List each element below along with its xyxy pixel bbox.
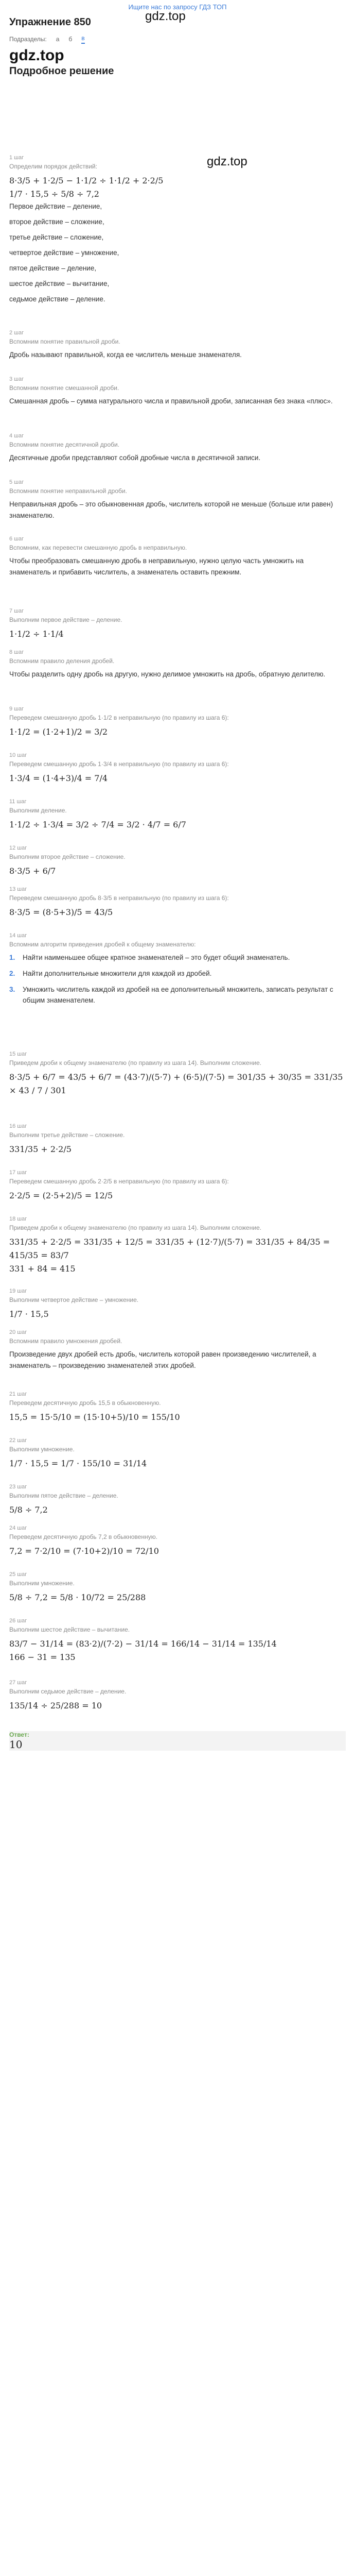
step <box>9 1525 346 1558</box>
step-label: 10 шаг <box>9 752 27 758</box>
subsections-label: Подразделы: <box>9 36 47 43</box>
step <box>9 845 346 878</box>
step <box>9 608 346 641</box>
step <box>9 649 346 684</box>
paragraph: Чтобы преобразовать смешанную дробь в неправильную, нужно целую часть умножить на знаменатель и прибавить числитель, а знаменатель оставить прежним. <box>9 557 304 576</box>
step-caption: Переведем десятичную дробь 7,2 в обыкновенную. <box>9 1533 157 1540</box>
step <box>9 1288 346 1321</box>
step <box>9 1391 346 1424</box>
step-caption: Вспомним правило умножения дробей. <box>9 1337 122 1345</box>
step-label: 15 шаг <box>9 1051 27 1057</box>
step-caption: Переведем смешанную дробь 2·2/5 в неправильную (по правилу из шага 6): <box>9 1178 229 1185</box>
step-caption: Вспомним, как перевести смешанную дробь в неправильную. <box>9 544 187 551</box>
paragraph: третье действие – сложение, <box>9 233 104 241</box>
step-label: 4 шаг <box>9 433 24 439</box>
step-label: 2 шаг <box>9 330 24 336</box>
step-caption: Выполним четвертое действие – умножение. <box>9 1296 139 1303</box>
step <box>9 376 346 411</box>
step-label: 6 шаг <box>9 536 24 542</box>
step <box>9 799 346 832</box>
math-line: 15,5 = 15·5/10 = (15·10+5)/10 = 155/10 <box>9 1412 180 1422</box>
math-line: 1·3/4 = (1·4+3)/4 = 7/4 <box>9 773 108 783</box>
math-line: 1·1/2 ÷ 1·1/4 <box>9 629 64 639</box>
step-caption: Вспомним алгоритм приведения дробей к общему знаменателю: <box>9 941 196 948</box>
step <box>9 330 346 365</box>
step-label: 25 шаг <box>9 1571 27 1578</box>
step-label: 21 шаг <box>9 1391 27 1397</box>
step <box>9 1484 346 1517</box>
list-item <box>9 952 346 963</box>
step-caption: Переведем смешанную дробь 8·3/5 в неправильную (по правилу из шага 6): <box>9 894 229 902</box>
paragraph: Неправильная дробь – это обыкновенная дробь, числитель которой не меньше (больше или равен) знаменателю. <box>9 500 333 519</box>
paragraph: Десятичные дроби представляют собой дробные числа в десятичной записи. <box>9 454 261 462</box>
paragraph: Произведение двух дробей есть дробь, числитель которой равен произведению числителей, а знаменатель – произведению знаменателей этих дробей. <box>9 1350 316 1369</box>
step <box>9 1216 346 1276</box>
step-caption: Переведем смешанную дробь 1·3/4 в неправильную (по правилу из шага 6): <box>9 760 229 768</box>
step <box>9 1170 346 1202</box>
paragraph: Первое действие – деление, <box>9 202 102 210</box>
step <box>9 933 346 1011</box>
step-caption: Вспомним понятие смешанной дроби. <box>9 384 119 392</box>
step <box>9 1123 346 1156</box>
math-line: 8·3/5 = (8·5+3)/5 = 43/5 <box>9 907 113 917</box>
subsection-b[interactable]: б <box>68 36 73 43</box>
step-caption: Вспомним понятие неправильной дроби. <box>9 487 127 495</box>
step-label: 18 шаг <box>9 1216 27 1222</box>
subsections-bar <box>9 33 346 45</box>
step-label: 8 шаг <box>9 649 24 655</box>
step-label: 20 шаг <box>9 1329 27 1335</box>
step <box>9 479 346 526</box>
step-caption: Переведем смешанную дробь 1·1/2 в неправильную (по правилу из шага 6): <box>9 714 229 721</box>
paragraph: шестое действие – вычитание, <box>9 280 110 287</box>
step <box>9 1618 346 1664</box>
step-caption: Выполним первое действие – деление. <box>9 616 122 623</box>
step-label: 11 шаг <box>9 799 27 805</box>
step <box>9 1571 346 1604</box>
answer-value: 10 <box>9 1738 23 1751</box>
step-label: 23 шаг <box>9 1484 27 1490</box>
list-text: Найти наименьшее общее кратное знаменателей – это будет общий знаменатель. <box>23 954 290 961</box>
list-text: Умножить числитель каждой из дробей на ее дополнительный множитель, записать результат с общим знаменателем. <box>23 986 333 1004</box>
list-number: 1. <box>9 954 15 961</box>
math-line: 2·2/5 = (2·5+2)/5 = 12/5 <box>9 1191 113 1200</box>
step-caption: Определим порядок действий: <box>9 163 97 170</box>
step <box>9 752 346 785</box>
step <box>9 1680 346 1713</box>
solution-title: Подробное решение <box>9 65 114 77</box>
step-caption: Вспомним правило деления дробей. <box>9 657 115 665</box>
step-label: 19 шаг <box>9 1288 27 1294</box>
step-label: 24 шаг <box>9 1525 27 1531</box>
paragraph: четвертое действие – умножение, <box>9 249 119 257</box>
math-line: 8·3/5 + 1·2/5 − 1·1/2 ÷ 1·1/2 + 2·2/5 <box>9 176 164 185</box>
math-line: 1/7 · 15,5 = 1/7 · 155/10 = 31/14 <box>9 1459 147 1468</box>
paragraph: Чтобы разделить одну дробь на другую, нужно делимое умножить на дробь, обратную делителю. <box>9 670 326 678</box>
step-label: 13 шаг <box>9 886 27 892</box>
paragraph: второе действие – сложение, <box>9 218 104 226</box>
paragraph: Смешанная дробь – сумма натурального числа и правильной дроби, записанная без знака «плюс». <box>9 397 333 405</box>
paragraph: пятое действие – деление, <box>9 264 97 272</box>
step-caption: Приведем дроби к общему знаменателю (по правилу из шага 14). Выполним сложение. <box>9 1059 262 1066</box>
step-label: 16 шаг <box>9 1123 27 1129</box>
step-label: 5 шаг <box>9 479 24 485</box>
step-caption: Выполним умножение. <box>9 1580 75 1587</box>
step-caption: Выполним шестое действие – вычитание. <box>9 1626 130 1633</box>
math-line: 166 − 31 = 135 <box>9 1652 76 1662</box>
paragraph: Дробь называют правильной, когда ее числитель меньше знаменателя. <box>9 351 242 359</box>
math-line: 5/8 ÷ 7,2 <box>9 1505 48 1515</box>
search-hint: Ищите нас по запросу ГДЗ ТОП <box>128 3 227 11</box>
step-caption: Вспомним понятие десятичной дроби. <box>9 441 120 448</box>
math-line: 83/7 − 31/14 = (83·2)/(7·2) − 31/14 = 166/14 − 31/14 = 135/14 <box>9 1639 277 1649</box>
page-title: Упражнение 850 <box>9 16 91 28</box>
step-caption: Приведем дроби к общему знаменателю (по правилу из шага 14). Выполним сложение. <box>9 1224 262 1231</box>
list-text: Найти дополнительные множители для каждой из дробей. <box>23 970 212 977</box>
step-caption: Вспомним понятие правильной дроби. <box>9 338 120 345</box>
step <box>9 1051 346 1097</box>
math-line: 331/35 + 2·2/5 <box>9 1144 72 1154</box>
step-caption: Выполним пятое действие – деление. <box>9 1492 118 1499</box>
step-caption: Выполним умножение. <box>9 1446 75 1453</box>
math-line: 8·3/5 + 6/7 <box>9 866 56 876</box>
step-label: 27 шаг <box>9 1680 27 1686</box>
math-line: 331/35 + 2·2/5 = 331/35 + 12/5 = 331/35 + (12·7)/(5·7) = 331/35 + 84/35 = 415/35 = 83/7 <box>9 1237 330 1260</box>
watermark: gdz.top <box>145 9 186 23</box>
step-label: 3 шаг <box>9 376 24 382</box>
step-label: 9 шаг <box>9 706 24 712</box>
math-line: 1·1/2 ÷ 1·3/4 = 3/2 ÷ 7/4 = 3/2 · 4/7 = 6/7 <box>9 820 186 829</box>
step-caption: Выполним деление. <box>9 807 67 814</box>
step-label: 17 шаг <box>9 1170 27 1176</box>
math-line: 5/8 ÷ 7,2 = 5/8 · 10/72 = 25/288 <box>9 1592 146 1602</box>
answer-label: Ответ: <box>9 1731 29 1738</box>
step <box>9 536 346 582</box>
math-line: 7,2 = 7·2/10 = (7·10+2)/10 = 72/10 <box>9 1546 159 1556</box>
step-caption: Переведем десятичную дробь 15,5 в обыкновенную. <box>9 1399 161 1406</box>
subsection-a[interactable]: a <box>56 36 60 43</box>
step <box>9 433 346 468</box>
list-item <box>9 968 346 979</box>
step-caption: Выполним второе действие – сложение. <box>9 853 126 860</box>
paragraph: седьмое действие – деление. <box>9 295 105 303</box>
step-label: 7 шаг <box>9 608 24 614</box>
brand-logo: gdz.top <box>9 47 64 64</box>
math-line: × 43 / 7 / 301 <box>9 1086 66 1095</box>
subsection-v[interactable]: в <box>81 35 84 44</box>
step-label: 1 шаг <box>9 155 24 161</box>
steps-list <box>9 155 346 2576</box>
step-caption: Выполним третье действие – сложение. <box>9 1131 125 1139</box>
step-label: 12 шаг <box>9 845 27 851</box>
list-number: 3. <box>9 986 15 993</box>
math-line: 8·3/5 + 6/7 = 43/5 + 6/7 = (43·7)/(5·7) + (6·5)/(7·5) = 301/35 + 30/35 = 331/35 <box>9 1072 343 1082</box>
step-label: 26 шаг <box>9 1618 27 1624</box>
math-line: 1/7 · 15,5 ÷ 5/8 ÷ 7,2 <box>9 189 99 199</box>
math-line: 331 + 84 = 415 <box>9 1264 76 1274</box>
step <box>9 886 346 919</box>
math-line: 1·1/2 = (1·2+1)/2 = 3/2 <box>9 727 108 737</box>
watermark: gdz.top <box>207 155 247 168</box>
step <box>9 155 346 309</box>
list-number: 2. <box>9 970 15 977</box>
answer-box <box>9 1731 346 1751</box>
step-label: 22 шаг <box>9 1437 27 1444</box>
math-line: 1/7 · 15,5 <box>9 1309 49 1319</box>
step <box>9 706 346 739</box>
step <box>9 1329 346 1376</box>
step <box>9 1437 346 1470</box>
list-item <box>9 984 346 1006</box>
step-label: 14 шаг <box>9 933 27 939</box>
step-caption: Выполним седьмое действие – деление. <box>9 1688 127 1695</box>
math-line: 135/14 ÷ 25/288 = 10 <box>9 1701 102 1710</box>
